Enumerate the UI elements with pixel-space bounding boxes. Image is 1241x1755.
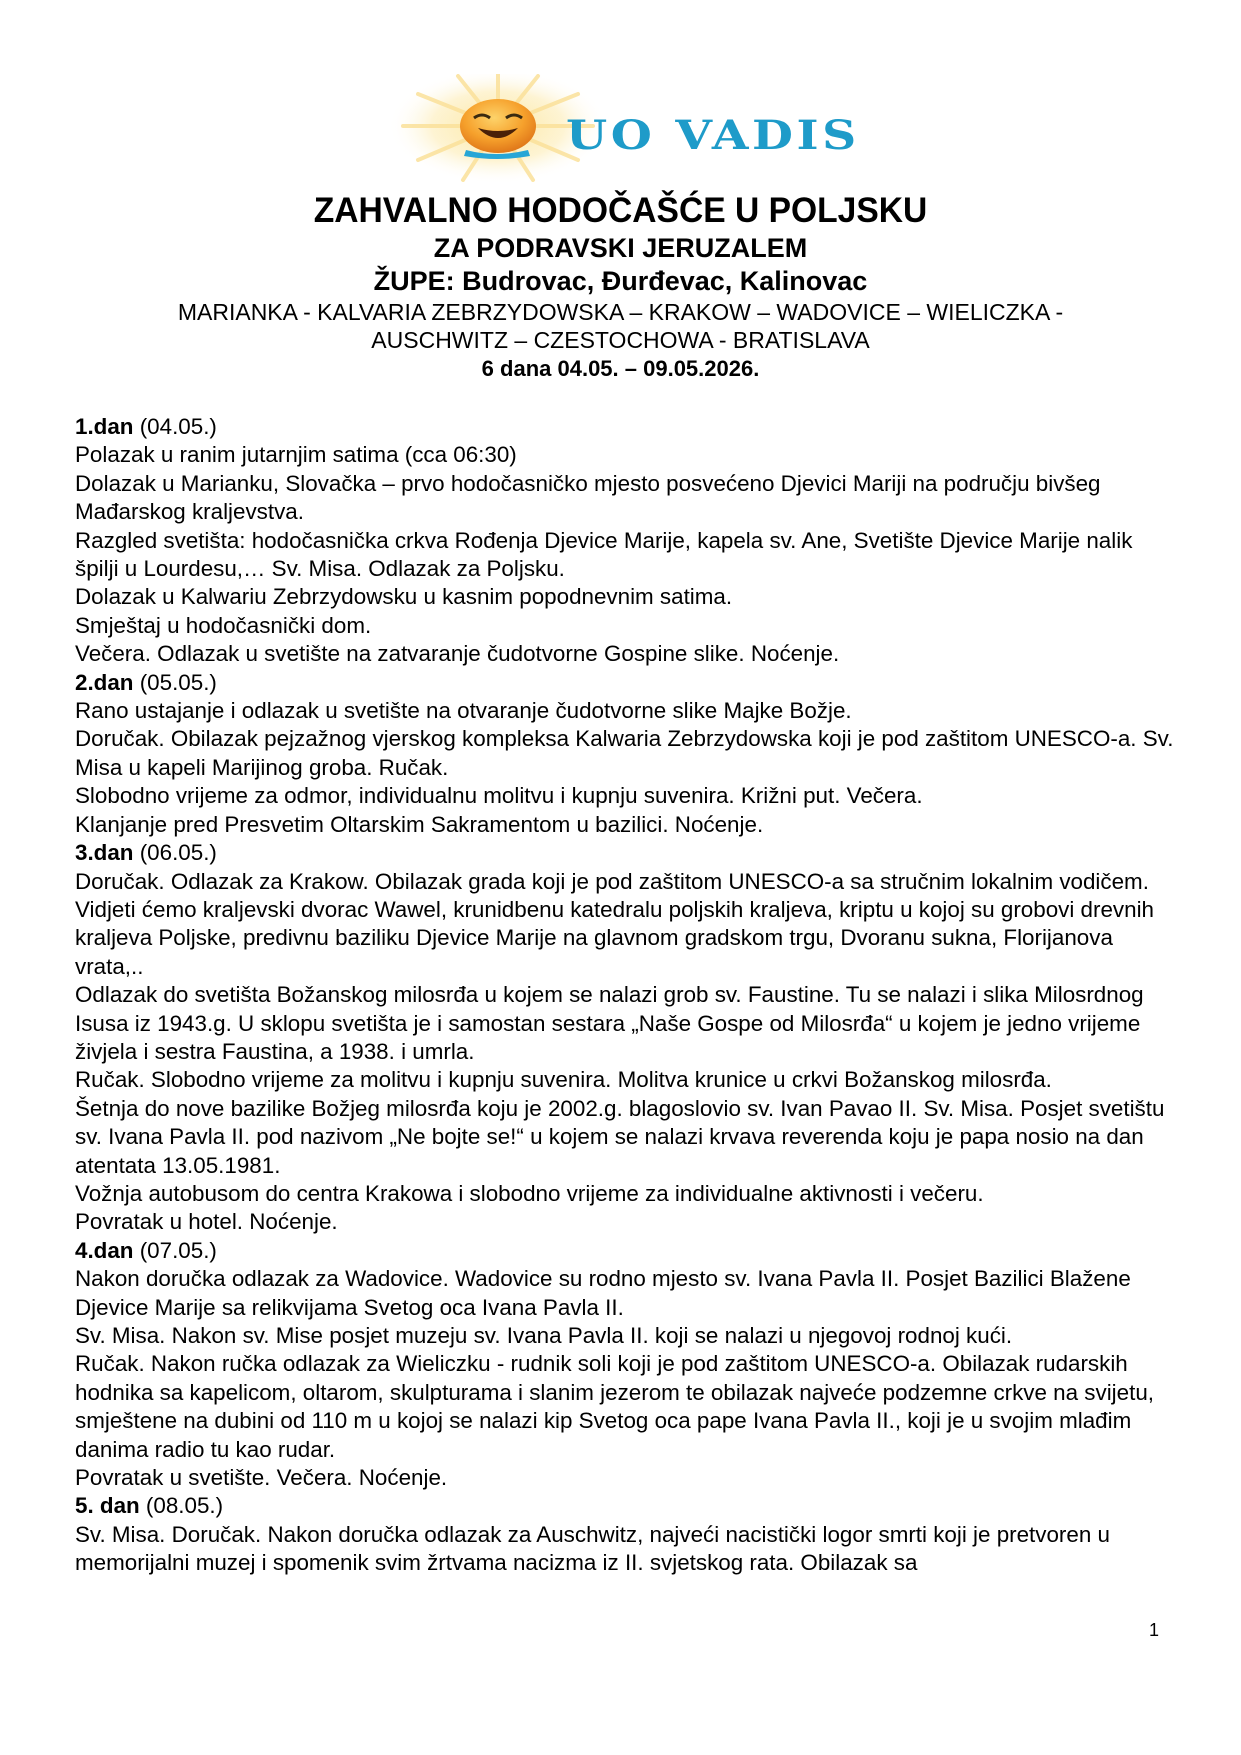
itinerary-paragraph: Odlazak do svetišta Božanskog milosrđa u kojem se nalazi grob sv. Faustine. Tu se nalazi i slika Milosrdnog Isusa iz 1943.g. U sklopu svetišta je i samostan sestara „Naše Gospe od Milosrđa“ u kojem je jedno vrijeme živjela i sestra Faustina, a 1938. i umrla. bbox=[75, 982, 1144, 1064]
day-section bbox=[75, 1492, 1175, 1577]
itinerary bbox=[75, 413, 1175, 1578]
trip-dates: 6 dana 04.05. – 09.05.2026. bbox=[481, 356, 760, 381]
itinerary-paragraph: Rano ustajanje i odlazak u svetište na otvaranje čudotvorne slike Majke Božje. bbox=[75, 698, 852, 724]
day-heading bbox=[75, 1237, 1175, 1265]
day-heading bbox=[75, 413, 1175, 441]
parishes-line: ŽUPE: Budrovac, Đurđevac, Kalinovac bbox=[373, 266, 868, 296]
itinerary-paragraph: Šetnja do nove bazilike Božjeg milosrđa koju je 2002.g. blagoslovio sv. Ivan Pavao II. Sv. Misa. Posjet svetištu sv. Ivana Pavla II. pod nazivom „Ne bojte se!“ u kojem se nalazi krvava reverenda koju je papa nosio na dan atentata 13.05.1981. bbox=[75, 1095, 1165, 1178]
itinerary-paragraph: Razgled svetišta: hodočasnička crkva Rođenja Djevice Marije, kapela sv. Ane, Svetište Djevice Marije nalik špilji u Lourdesu,… Sv. Misa. Odlazak za Poljsku. bbox=[75, 527, 1133, 582]
itinerary-paragraph: Sv. Misa. Nakon sv. Mise posjet muzeju sv. Ivana Pavla II. koji se nalazi u njegovoj rodnoj kući. bbox=[75, 1323, 1013, 1348]
itinerary-paragraph: Večera. Odlazak u svetište na zatvaranje čudotvorne Gospine slike. Noćenje. bbox=[75, 641, 840, 667]
day-heading bbox=[75, 1492, 1175, 1520]
itinerary-paragraph: Povratak u hotel. Noćenje. bbox=[75, 1209, 338, 1235]
day-label: 4.dan bbox=[75, 1237, 134, 1263]
day-section bbox=[75, 413, 1175, 669]
itinerary-paragraph: Ručak. Slobodno vrijeme za molitvu i kupnju suvenira. Molitva krunice u crkvi Božanskog milosrđa. bbox=[75, 1067, 1052, 1093]
itinerary-paragraph: Dolazak u Marianku, Slovačka – prvo hodočasničko mjesto posvećeno Djevici Mariji na području bivšeg Mađarskog kraljevstva. bbox=[75, 470, 1101, 525]
itinerary-paragraph: Klanjanje pred Presvetim Oltarskim Sakramentom u bazilici. Noćenje. bbox=[75, 811, 764, 837]
itinerary-paragraph: Vožnja autobusom do centra Krakowa i slobodno vrijeme za individualne aktivnosti i večeru. bbox=[75, 1180, 984, 1206]
day-date: (08.05.) bbox=[139, 1493, 224, 1519]
day-section bbox=[75, 839, 1175, 1237]
day-date: (05.05.) bbox=[133, 669, 217, 695]
day-label: 3.dan bbox=[75, 840, 134, 866]
day-label: 2.dan bbox=[75, 669, 134, 695]
logo-text: UO VADIS bbox=[566, 112, 860, 159]
route-line-2: AUSCHWITZ – CZESTOCHOWA - BRATISLAVA bbox=[371, 327, 870, 353]
itinerary-paragraph: Dolazak u Kalwariu Zebrzydowsku u kasnim popodnevnim satima. bbox=[75, 584, 733, 610]
document-header bbox=[0, 190, 1241, 384]
day-date: (04.05.) bbox=[133, 414, 217, 439]
itinerary-paragraph: Polazak u ranim jutarnjim satima (cca 06:30) bbox=[75, 442, 517, 468]
itinerary-paragraph: Povratak u svetište. Večera. Noćenje. bbox=[75, 1465, 448, 1491]
day-section bbox=[75, 669, 1175, 839]
page-number: 1 bbox=[1149, 1620, 1160, 1640]
day-label: 5. dan bbox=[75, 1493, 140, 1519]
day-label: 1.dan bbox=[75, 414, 134, 439]
itinerary-paragraph: Smještaj u hodočasnički dom. bbox=[75, 612, 372, 638]
itinerary-paragraph: Sv. Misa. Doručak. Nakon doručka odlazak za Auschwitz, najveći nacistički logor smrti koji je pretvoren u memorijalni muzej i spomenik svim žrtvama nacizma iz II. svjetskog rata. Obilazak sa bbox=[75, 1521, 1110, 1576]
day-heading bbox=[75, 669, 1175, 697]
quo-vadis-logo bbox=[378, 74, 878, 184]
day-date: (07.05.) bbox=[133, 1237, 217, 1263]
day-section bbox=[75, 1237, 1175, 1493]
document-subtitle: ZA PODRAVSKI JERUZALEM bbox=[433, 233, 808, 263]
itinerary-paragraph: Doručak. Odlazak za Krakow. Obilazak grada koji je pod zaštitom UNESCO-a sa stručnim lokalnim vodičem. Vidjeti ćemo kraljevski dvorac Wawel, krunidbenu katedralu poljskih kraljeva, kriptu u kojoj su grobovi drevnih kraljeva Poljske, predivnu baziliku Djevice Marije na glavnom gradskom trgu, Dvoranu sukna, Florijanova vrata,.. bbox=[75, 868, 1154, 979]
day-heading bbox=[75, 839, 1175, 867]
itinerary-paragraph: Doručak. Obilazak pejzažnog vjerskog kompleksa Kalwaria Zebrzydowska koji je pod zaštitom UNESCO-a. Sv. Misa u kapeli Marijinog groba. Ručak. bbox=[75, 726, 1174, 780]
day-date: (06.05.) bbox=[133, 840, 217, 866]
itinerary-paragraph: Ručak. Nakon ručka odlazak za Wieliczku - rudnik soli koji je pod zaštitom UNESCO-a. Obilazak rudarskih hodnika sa kapelicom, oltarom, skulpturama i slanim jezerom te obilazak najveće podzemne crkve na svijetu, smještene na dubini od 110 m u kojoj se nalazi kip Svetog oca pape Ivana Pavla II., koji je u svojim mlađim danima radio tu kao rudar. bbox=[75, 1351, 1154, 1462]
route-line-1: MARIANKA - KALVARIA ZEBRZYDOWSKA – KRAKOW – WADOVICE – WIELICZKA - bbox=[177, 299, 1064, 325]
itinerary-paragraph: Slobodno vrijeme za odmor, individualnu molitvu i kupnju suvenira. Križni put. Večera. bbox=[75, 783, 923, 809]
itinerary-paragraph: Nakon doručka odlazak za Wadovice. Wadovice su rodno mjesto sv. Ivana Pavla II. Posjet Bazilici Blažene Djevice Marije sa relikvijama Svetog oca Ivana Pavla II. bbox=[75, 1266, 1131, 1320]
document-title: ZAHVALNO HODOČAŠĆE U POLJSKU bbox=[313, 191, 928, 230]
